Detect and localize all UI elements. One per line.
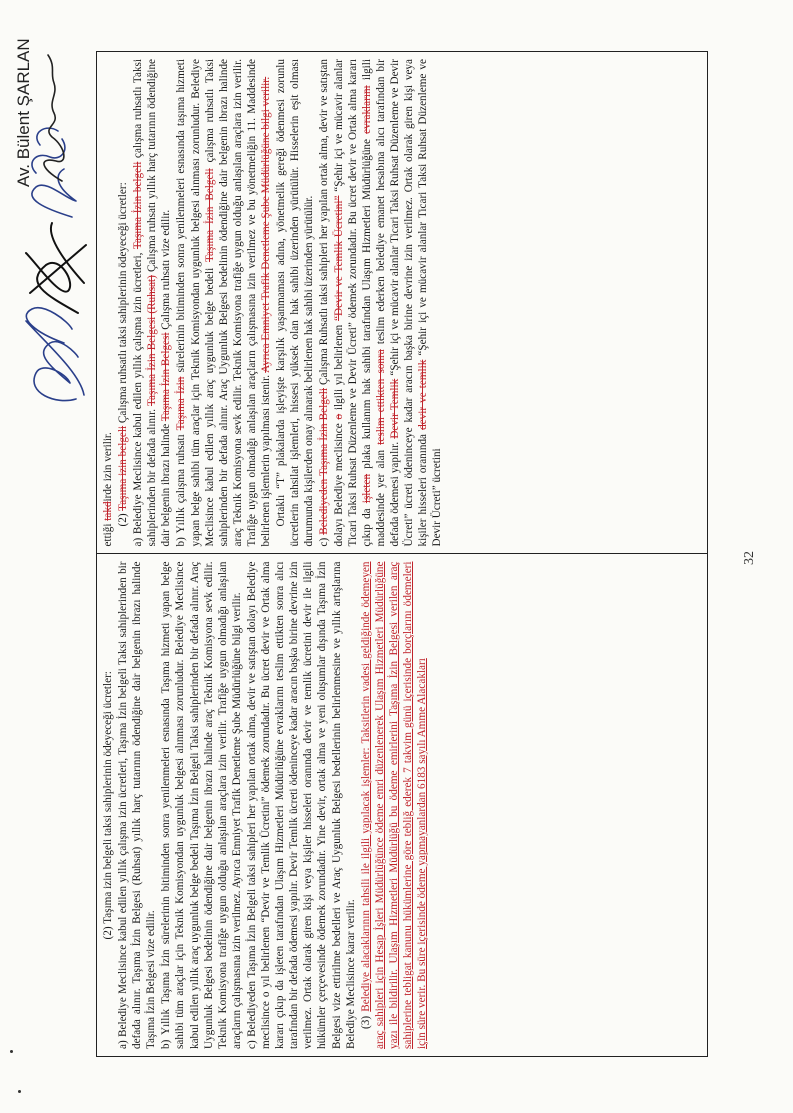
text: plaka kullanım hak sahibi tarafından Ulaşım Hizmetleri Müdürlüğüne [360,133,373,474]
deleted-text: devir ve temlik [417,359,430,430]
deleted-text: Taşıma İzin [175,376,188,431]
deleted-text: Taşıma İzin belgeli [132,161,145,250]
right-para-1 [101,59,115,547]
text: ilgili maddesinde yer alan [360,59,387,547]
text: çalışma ruhsatlı Taksi sahiplerinden bir defada alınır. [132,59,159,547]
text: Çalışma ruhsatı vize edilir. [160,209,173,333]
text: b) Yıllık çalışma ruhsatı [175,430,188,547]
deleted-text: Taşıma izin belgeli [117,425,130,511]
deleted-text: takd [102,501,114,521]
text: ettiği [102,520,114,547]
lawyer-name: Av. Bülent ŞARLAN [14,38,33,187]
right-para-b [174,59,273,547]
text: “Şehir içi ve mücavir alanlar Ticari Taksi Ruhsat Düzenleme ve Devir Ücreti” ödemek zorundadır. Bu ücret devir ve Ortak alma kararı çıkıp da [332,59,373,547]
deleted-text: Taşıma İzin Belgeli [203,168,216,263]
text: sürelerinin bitiminden sonra yenilenmeleri esnasında taşıma hizmeti yapan belge sahibi tüm araçlar için Teknik Komisyondan uygunluk belgesi alınması zorunludur. Belediye Meclisince kabul edilen yıllık araç uygunluk belge bedeli [175,59,216,547]
left-p3-body: Taksitlerin vadesi geldiğinde ödemeyen araç sahipleri için Hesap İşleri Müdürlüğünce ödeme emri düzenlenerek Ulaşım Hizmetleri Müdürlüğüne yazı ile bildirilir. Ulaşım Hizmetleri Müdürlüğü bu ödeme emirlerini Taşıma İzin Belgesi verilen araç sahiplerine tebligat kanunu hükümlerine göre tebliğ ederek 7 takvim günü içerisinde borçlarını ödemeleri için süre verir. Bu süre içerisinde ödeme yapmayanlardan 6183 sayılı Amme Alacakları [359,561,429,1049]
right-para-ortakli: Ortaklı “T” plakalarda işleyişte karşılık yaşanmaması adına, yönetmelik gereği ödenmesi zorunlu ücretlerin tahsilat işlemleri, hissesi yüksek olan hak sahibi üzerinden yürütülür. Hisselerin eşit olması durumunda kişilerden onay alınarak belirlenen hak sahibi üzerinden yürütülür. [275,59,316,547]
page-number: 32 [742,551,757,565]
deleted-text: o [332,413,345,420]
text: çalışma ruhsatlı Taksi sahiplerinden bir defada alınır. Araç Uygunluk Belgesi bedelinin ödendiğine dair belgenin ibrazı halinde araç Teknik Komisyona sevk edilir. Teknik Komisyona trafiğe uygun olduğu anlaşılan araçlara izin verilir. Trafiğe uygun olmadığı anlaşılan araçların çalışmasına izin verilmez ve bu yönetmeliğin 11. Maddesinde belirlenen işlemlerin yapılması istenir. [203,59,273,547]
scan-speck [18,1090,21,1093]
comparison-table [96,51,708,1057]
text: a) Belediye Meclisince kabul edilen yıllık çalışma izin ücretleri, [132,249,145,547]
left-para-a: a) Belediye Meclisince kabul edilen yıllık çalışma izin ücretleri, Taşıma İzin belgeli Taksi sahiplerinden bir defada alınır. Taşıma İzin Belgesi (Ruhsat) yıllık harç tutarının ödendiğine dair belgenin ibrazı halinde Taşıma İzin Belgesi vize edilir. [117,561,158,1049]
left-p3-num: (3) [359,1011,372,1029]
text: “Şehir içi ve mücavir alanlar Ticari Taksi Ruhsat Düzenleme ve Devir Ücreti” ücretini [417,59,444,547]
deleted-text: “Devir ve Temlik Ücretini” [332,195,345,321]
deleted-text: evraklarını [360,85,373,134]
left-heading: (2) Taşıma izin belgeli taksi sahiplerinin ödeyeceği ücretler: [102,671,114,940]
deleted-text: Taşıma İzin Belgesi [160,332,173,422]
left-para-b: b) Yıllık Taşıma İzin sürelerinin bitiminden sonra yenilenmeleri esnasında Taşıma hizmeti yapan belge sahibi tüm araçlar için Teknik Komisyondan uygunluk belgesi alınması zorunludur. Belediye Meclisince kabul edilen yıllık araç uygunluk belge bedeli Taşıma İzin Belgeli Taksi sahiplerinden bir defada alınır. Araç Uygunluk Belgesi bedelinin ödendiğine dair belgenin ibrazı halinde araç Teknik Komisyona sevk edilir. Teknik Komisyona trafiğe uygun olduğu anlaşılan araçlara izin verilir. Trafiğe uygun olmadığı anlaşılan araçların çalışmasına izin verilmez. Ayrıca Emniyet Trafik Denetleme Şube Müdürlüğüne bilgi verilir. [160,561,243,1049]
deleted-text: teslim ettikten sonra [374,349,387,445]
text: Çalışma Ruhsatlı taksi sahipleri her yapılan ortak alma, devir ve satıştan dolayı Belediye meclisince [318,59,345,547]
text: c) [318,534,331,547]
deleted-text: Ayrıca Emniyet Trafik Denetleme Şube Müdürlüğüne bilgi verilir. [260,76,273,373]
deleted-text: işleten [360,473,373,504]
right-para-2 [116,59,130,547]
text: Çalışma ruhsatlı taksi sahiplerinin ödeyeceği ücretler: [117,182,130,426]
right-para-c [317,59,444,547]
right-column [97,52,707,555]
deleted-text: Belediyeden Taşıma İzin Belgeli [318,388,331,535]
left-para-3 [359,562,429,1050]
left-column [97,555,707,1057]
text: irde izin verilir. [102,432,114,502]
scan-speck [10,1050,13,1053]
right-para-a [131,59,173,547]
deleted-text: Devir Temlik [388,378,401,439]
lawyer-stamp [14,38,77,187]
text: teslim ederken belediye emanet hesabına alıcı tarafından bir defada ödemesi yapılır. [374,59,401,547]
left-para-c: c) Belediyeden Taşıma İzin Belgeli taksi sahipleri her yapılan ortak alma, devir ve satıştan dolayı Belediye meclisince o yıl belirlenen “Devir ve Temlik Ücretini” ödemek zorundadır. Bu ücret devir ve Ortak alma kararı çıkıp da işleten tarafından Ulaşım Hizmetleri Müdürlüğüne evraklarını teslim ettikten sonra alıcı tarafından bir defada ödemesi yapılır. Devir Temlik ücreti ödeninceye kadar aracın başka birine devrine izin verilmez. Ortak olarak giren kişi veya kişiler hisseleri oranında devir ve temlik ücretini devir ile ilgili hükümler çerçevesinde ödemek zorundadır. Yine devir, ortak alma ve yeni oluşumlar dışında Taşıma İzin Belgesi vize ettirilme bedelleri ve Araç Uygunluk Belgesi bedellerinin belirlenmesine ve yıllık artışlarına Belediye Meclisince karar verilir. [245,561,357,1049]
left-p3-heading: Belediye alacaklarının tahsili ile ilgili yapılacak işlemler: [359,747,372,1012]
text: ilgili yıl belirlenen [332,320,345,414]
text: “Şehir içi ve mücavir alanlar Ticari Taksi Ruhsat Düzenleme ve Devir Ücreti” ücreti ödeninceye kadar aracın başka birine devrine izin verilmez. Ortak olarak giren kişi veya kişiler hisseleri oranında [388,59,430,547]
deleted-text: Taşıma İzin Belgesi (Ruhsat) [146,275,159,407]
text: Çalışma ruhsatı yıllık harç tutarının ödendiğine dair belgenin ibrazı halinde [146,58,173,547]
lawyer-signature-graphic [34,47,72,187]
text: (2) [117,510,130,527]
